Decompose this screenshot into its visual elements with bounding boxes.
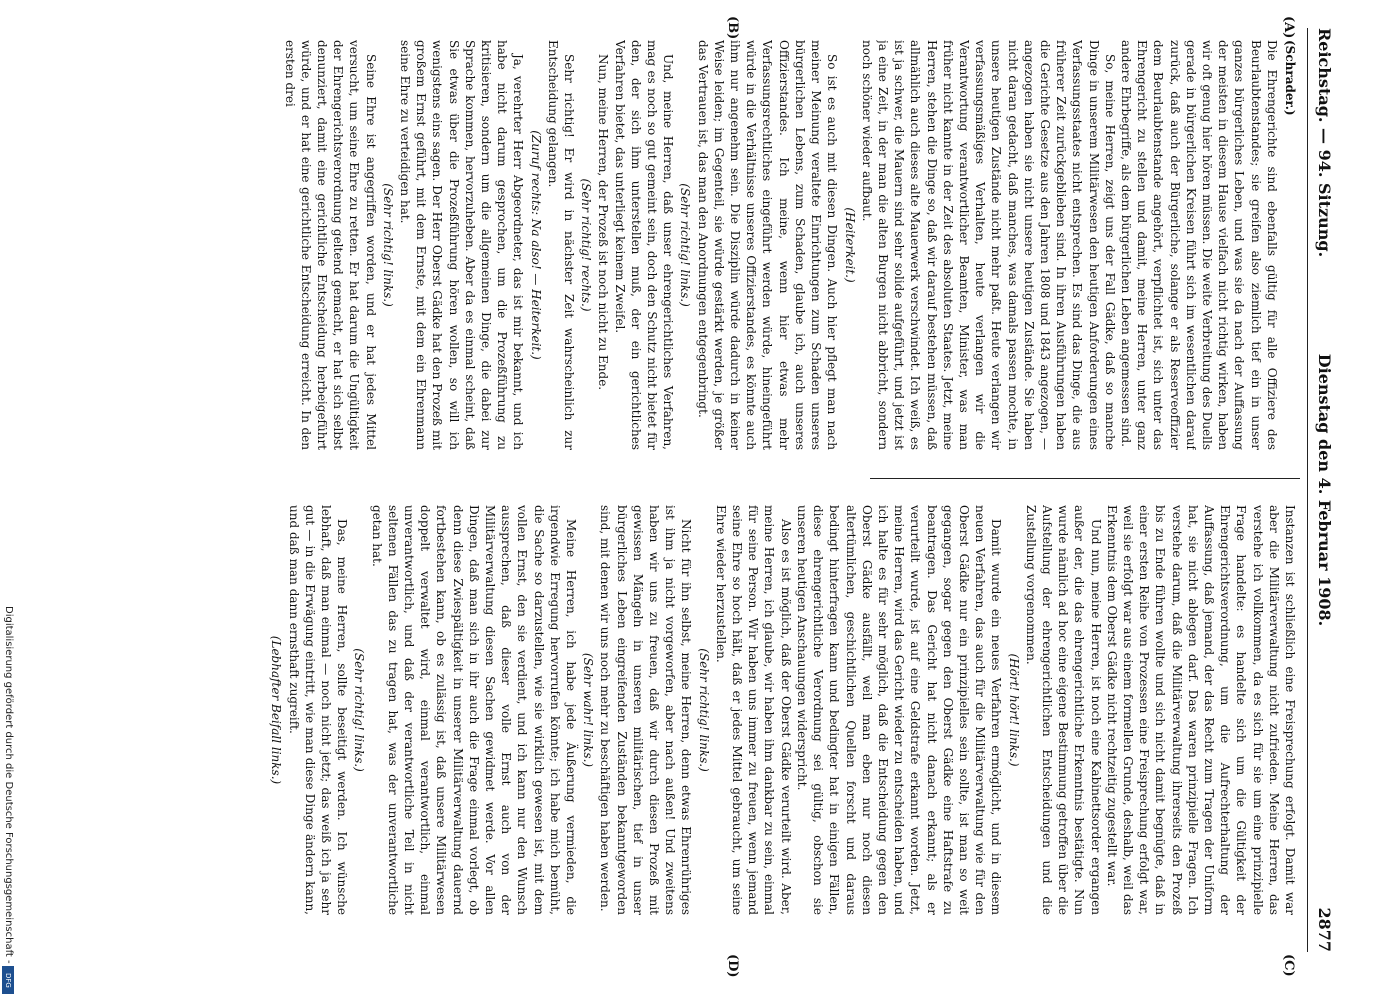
stage-direction: (Sehr richtig! rechts.) [579, 178, 594, 312]
rotated-page [70, 10, 1340, 978]
margin-marker-d: (D) [725, 954, 740, 978]
stage-direction: (Zuruf rechts: Na also! — Heiterkeit.) [528, 130, 543, 360]
margin-marker-b: (B) [725, 16, 740, 40]
stage-direction: (Sehr richtig! links.) [678, 183, 693, 307]
page-header [1307, 28, 1334, 952]
paragraph: Nicht für ihn selbst, meine Herren, denn etwas Ehrenrühriges ist ihm ja nicht vorgeworfen, aber nach außen! Und zweitens haben wir uns zu freuen, daß wir durch diesen Prozeß mit gewissen Mängeln in unseren militärischen, tief in unser bürgerliches Leben eingreifenden Zuständen bekanntgeworden sind, mit denen wir uns noch mehr zu beschäftigen haben werden. [598, 505, 694, 915]
stage-direction: (Heiterkeit.) [842, 207, 857, 283]
paragraph: Die Ehrengerichte sind ebenfalls gültig für alle Offiziere des Beurlaubtenstandes; sie greifen also ziemlich tief ein in unser ganzes bürgerliches Leben, und was sie da nach der Auffassung der meisten in diesem Hause vielfach nicht richtig wirken, haben wir oft genug hier hören müssen. Die weite Verbreitung des Duells gerade in bürgerlichen Kreisen führt sich im wesentlichen darauf zurück, daß auch der Bürgerliche, solange er als Reserveoffizier dem Beurlaubtenstande angehört, verpflichtet ist, sich unter das Ehrengericht zu stellen und damit, meine Herren, unter ganz andere Ehrbegriffe, als dem bürgerlichen Leben angemessen sind. [1118, 40, 1279, 450]
paragraph: So, meine Herren, zeigt uns der Fall Gädke, daß so manche Dinge in unserem Militärwesen den heutigen Anforderungen eines Verfassungsstaates nicht entsprechen. Es sind das Dinge, die aus früherer Zeit zurückgeblieben sind. In ihren Ausführungen haben die Gerichte Gesetze aus den Jahren 1808 und 1843 angezogen, — angezogen haben sie nicht unsere heutigen Zustände. Sie haben nicht daran gedacht, daß manches, was damals passen mochte, in unsere heutigen Zustände nicht mehr paßt. Heute verlangen wir verfassungsmäßiges Verhalten, heute verlangen wir die Verantwortung verantwortlicher Beamten, Minister, was man früher nicht kannte in der Zeit des absoluten Staates. Jetzt, meine Herren, stehen die Dinge so, daß wir darauf bestehen müssen, daß allmählich auch dieses alte Mauerwerk verschwindet. Ich weiß, es ist ja schwer, die Mauern sind sehr solide aufgeführt, und jetzt ist ja eine Zeit, in der man die alten Burgen nicht abbricht, sondern noch schöner wieder aufbaut. [859, 40, 1117, 450]
paragraph: Ja, verehrter Herr Abgeordneter, das ist mir bekannt, und ich habe nicht darum gesprochen, um die Prozeßführung zu kritisieren, sondern um die allgemeinen Dinge, die dabei zur Sprache kommen, hervorzuheben. Aber da es einmal scheint, daß Sie etwas über die Prozeßführung hören wollen, so will ich wenigstens eins sagen. Der Herr Oberst Gädke hat den Prozeß mit großem Ernst geführt, mit dem Ernste, mit dem ein Ehrenmann seine Ehre zu verteidigen hat. [398, 40, 526, 450]
stage-direction: (Lebhafter Beifall links.) [269, 635, 284, 785]
stage-direction: (Sehr wahr! links.) [581, 652, 596, 768]
paragraph: So ist es auch mit diesen Dingen. Auch hier pflegt man nach meiner Meinung veraltete Einrichtungen zum Schaden unseres bürgerlichen Lebens, zum Schaden, glaube ich, auch unseres Offizierstandes. Ich meine, wenn hier etwas mehr Verfassungsrechtliches eingeführt werden würde, hineingeführt würde in die Verhältnisse unseres Offizierstandes, es könnte auch ihm nur angenehm sein. Die Disziplin würde dadurch in keiner Weise leiden; im Gegenteil, sie würde gestärkt werden, je größer das Vertrauen ist, das man den Anordnungen entgegenbringt. [695, 40, 840, 450]
dfg-logo: DFG [2, 966, 14, 994]
left-column [83, 40, 1298, 450]
speaker-name: (Schrader.) [1283, 40, 1297, 116]
right-column [83, 505, 1298, 915]
stage-direction: (Sehr richtig! links.) [352, 648, 367, 772]
header-date: Dienstag den 4. Februar 1908. [1315, 353, 1334, 627]
paragraph: Das, meine Herren, sollte beseitigt werden. Ich wünsche lebhaft, daß man einmal — noch nicht jetzt; das weiß ich ja sehr gut — in die Erwägung eintritt, wie man diese Dinge ändern kann, und daß man dann ernsthaft zugreift. [286, 505, 350, 915]
paragraph: Und nun, meine Herren, ist noch eine Kabinettsorder ergangen außer der, die das ehrengerichtliche Erkenntnis bestätigte. Nun wurde nämlich ad hoc eine eigene Bestimmung getroffen über die Aufstellung der ehrengerichtlichen Entscheidungen und die Zustellung vorgenommen. [1023, 505, 1103, 915]
digitization-note: Digitalisierung gefördert durch die Deutsche Forschungsgemeinschaft - [3, 606, 14, 964]
paragraph: Instanzen ist schließlich eine Freisprechung erfolgt. Damit war aber die Militärverwaltung nicht zufrieden. Meine Herren, das verstehe ich vollkommen, da es sich für sie um eine prinzipielle Frage handelte: es handelte sich um die Gültigkeit der Ehrengerichtsverordnung, um die Aufrechterhaltung der Auffassung, daß jemand, der das Recht zum Tragen der Uniform hat, sie nicht ablegen darf. Das waren prinzipielle Fragen. Ich verstehe darum, daß die Militärverwaltung ihrerseits den Prozeß bis zu Ende führen wollte und sich nicht damit begnügte, daß in einer ersten Reihe von Prozessen eine Freisprechung erfolgt war, weil sie erfolgt war aus einem formellen Grunde, deshalb, weil das Erkenntnis dem Oberst Gädke nicht rechtzeitig zugestellt war. [1104, 505, 1297, 915]
paragraph: Und, meine Herren, daß unser ehrengerichtliches Verfahren, mag es noch so gut gemeint sein, doch den Schutz nicht bietet für den, der sich ihm unterstellen muß, der ein gerichtliches Verfahren bietet, das unterliegt keinem Zweifel. [612, 40, 676, 450]
stage-direction: (Hört! hört! links.) [1006, 653, 1021, 767]
paragraph: Nun, meine Herren, der Prozeß ist noch nicht zu Ende. [596, 54, 611, 391]
paragraph: Also es ist möglich, daß der Oberst Gädke verurteilt wird. Aber, meine Herren, ich glaube, wir haben ihm dankbar zu sein, einmal für seine Person. Wir haben uns immer zu freuen, wenn jemand seine Ehre so hoch hält, daß er jedes Mittel gebraucht, um seine Ehre wieder herzustellen. [713, 505, 793, 915]
column-divider [870, 478, 1300, 479]
paragraph: Seine Ehre ist angegriffen worden, und er hat jedes Mittel versucht, um seine Ehre zu retten. Er hat darum die Ungültigkeit der Ehrengerichtsverordnung geltend gemacht, er hat sich selbst denunziert, damit eine gerichtliche Entscheidung herbeigeführt würde, und er hat eine gerichtliche Entscheidung erreicht. In den ersten drei [282, 40, 378, 450]
header-session: Reichstag. — 94. Sitzung. [1315, 28, 1334, 258]
stage-direction: (Sehr richtig! links.) [380, 183, 395, 307]
page-number: 2877 [1315, 907, 1334, 952]
margin-marker-a: (A) [1281, 16, 1296, 39]
margin-marker-c: (C) [1281, 954, 1296, 977]
paragraph: Meine Herren, ich habe jede Äußerung vermieden, die irgendwie Erregung hervorrufen könnte; ich habe mich bemüht, die Sache so darzustellen, wie sie wirklich gewesen ist, mit dem vollen Ernst, den sie verdient, und ich kann nur den Wunsch aussprechen, daß dieser volle Ernst auch von der Militärverwaltung diesen Sachen gewidmet werde. Vor allen Dingen, daß man sich in ihr auch die Frage einmal vorlegt, ob denn diese Zwiespältigkeit in unserer Militärverwaltung dauernd fortbestehen kann, ob es zulässig ist, daß unsere Militärwesen doppelt verwaltet wird, einmal verantwortlich, einmal unverantwortlich, und daß der verantwortliche Teil in nicht seltenen Fällen das zu tragen hat, was der unverantwortliche getan hat. [369, 505, 579, 915]
paragraph: Sehr richtig! Er wird in nächster Zeit wahrscheinlich zur Entscheidung gelangen. [545, 40, 577, 450]
paragraph: Damit wurde ein neues Verfahren ermöglicht, und in diesem neuen Verfahren, das auch für die Militärverwaltung wie für den Oberst Gädke nur ein prinzipielles sein sollte, ist man so weit gegangen, sogar gegen den Oberst Gädke eine Haftstrafe zu beantragen. Das Gericht hat nicht danach erkannt; als er verurteilt wurde, ist auf eine Geldstrafe erkannt worden. Jetzt, meine Herren, wird das Gericht wieder zu entscheiden haben, und ich halte es für sehr möglich, daß die Entscheidung gegen den Oberst Gädke ausfällt, weil man eben nur noch diesen altertümlichen, geschichtlichen Quellen forscht und daraus bedingt hinterfragen kann und bedingter hat in einigen Fällen, diese ehrengerichtliche Verordnung sei gültig, obschon sie unseren heutigen Anschauungen widerspricht. [794, 505, 1004, 915]
stage-direction: (Sehr richtig! links.) [696, 648, 711, 772]
